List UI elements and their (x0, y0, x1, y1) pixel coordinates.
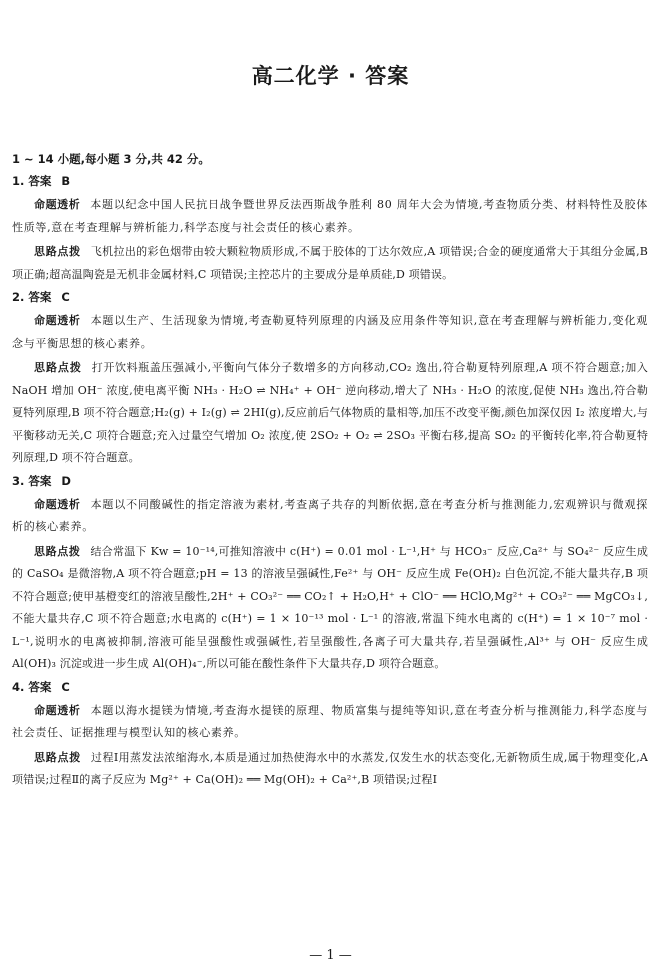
question-number: 3. 答案 (12, 473, 52, 488)
analysis-label: 命题透析 (34, 497, 81, 511)
analysis-text: 本题以纪念中国人民抗日战争暨世界反法西斯战争胜利 80 周年大会为情境,考查物质分类、材料特性及胶体性质等,意在考查理解与辨析能力,科学态度与社会责任的核心素养。 (12, 198, 649, 234)
hint-text: 结合常温下 Kw = 10⁻¹⁴,可推知溶液中 c(H⁺) = 0.01 mol · L⁻¹,H⁺ 与 HCO₃⁻ 反应,Ca²⁺ 与 SO₄²⁻ 反应生成的 CaSO₄ 是微溶物,A 项不符合题意;pH = 13 的溶液呈强碱性,Fe²⁺ 与 OH⁻ 反应生成 Fe(OH)₂ 白色沉淀,不能大量共存,B 项不符合题意;使甲基橙变红的溶液呈酸性,2H⁺ + CO₃²⁻ ══ CO₂↑ + H₂O,H⁺ + ClO⁻ ══ HClO,Mg²⁺ + CO₃²⁻ ══ MgCO₃↓,不能大量共存,C 项不符合题意;水电离的 c(H⁺) = 1 × 10⁻¹³ mol · L⁻¹ 的溶液,常温下纯水电离的 c(H⁺) = 1 × 10⁻⁷ mol · L⁻¹,说明水的电离被抑制,溶液可能呈强酸性或强碱性,若呈强酸性,各离子可大量共存,若呈强碱性,Al³⁺ 与 OH⁻ 反应生成 Al(OH)₃ 沉淀或进一步生成 Al(OH)₄⁻,所以可能在酸性条件下大量共存,D 项符合题意。 (12, 544, 648, 670)
hint-text: 过程Ⅰ用蒸发法浓缩海水,本质是通过加热使海水中的水蒸发,仅发生水的状态变化,无新物质生成,属于物理变化,A 项错误;过程Ⅱ的离子反应为 Mg²⁺ + Ca(OH)₂ ══ Mg(OH)₂ + Ca²⁺,B 项错误;过程Ⅰ (12, 750, 649, 786)
analysis-label: 命题透析 (34, 198, 81, 211)
hint-paragraph (12, 747, 648, 792)
question-answer: D (61, 473, 71, 488)
section-intro: 1 ~ 14 小题,每小题 3 分,共 42 分。 (12, 152, 210, 166)
analysis-paragraph (12, 310, 648, 355)
hint-paragraph (12, 241, 648, 286)
question-header (12, 678, 648, 696)
analysis-label: 命题透析 (34, 314, 81, 327)
question-number: 1. 答案 (12, 174, 52, 188)
hint-text: 飞机拉出的彩色烟带由较大颗粒物质形成,不属于胶体的丁达尔效应,A 项错误;合金的硬度通常大于其组分金属,B 项正确;超高温陶瓷是无机非金属材料,C 项错误;主控芯片的主要成分是单质硅,D 项错误。 (12, 245, 648, 281)
question-header (12, 288, 648, 306)
analysis-text: 本题以生产、生活现象为情境,考查勒夏特列原理的内涵及应用条件等知识,意在考查理解与辨析能力,变化观念与平衡思想的核心素养。 (12, 314, 648, 350)
hint-label: 思路点拨 (34, 245, 81, 258)
analysis-paragraph (12, 494, 648, 539)
analysis-paragraph (12, 700, 648, 745)
analysis-paragraph (12, 194, 648, 239)
question-header (12, 472, 648, 490)
question-header (12, 172, 648, 190)
analysis-text: 本题以海水提镁为情境,考查海水提镁的原理、物质富集与提纯等知识,意在考查分析与推测能力,科学态度与社会责任、证据推理与模型认知的核心素养。 (12, 703, 648, 739)
question-answer: C (61, 290, 70, 304)
page-title: 高二化学 · 答案 (251, 64, 410, 88)
hint-label: 思路点拨 (34, 544, 81, 558)
question-answer: C (61, 679, 70, 694)
question-number: 4. 答案 (12, 679, 52, 694)
question-4 (12, 678, 648, 792)
question-1 (12, 172, 648, 286)
hint-text: 打开饮料瓶盖压强减小,平衡向气体分子数增多的方向移动,CO₂ 逸出,符合勒夏特列原理,A 项不符合题意;加入 NaOH 增加 OH⁻ 浓度,使电离平衡 NH₃ · H₂O ⇌ NH₄⁺ + OH⁻ 逆向移动,增大了 NH₃ · H₂O 的浓度,促使 NH₃ 逸出,符合勒夏特列原理,B 项不符合题意;H₂(g) + I₂(g) ⇌ 2HI(g),反应前后气体物质的量相等,加压不改变平衡,颜色加深仅因 I₂ 浓度增大,与平衡移动无关,C 项符合题意;充入过量空气增加 O₂ 浓度,使 2SO₂ + O₂ ⇌ 2SO₃ 平衡右移,提高 SO₂ 的平衡转化率,符合勒夏特列原理,D 项不符合题意。 (12, 361, 648, 464)
hint-paragraph (12, 541, 648, 676)
question-3 (12, 472, 648, 676)
hint-paragraph (12, 357, 648, 470)
analysis-text: 本题以不同酸碱性的指定溶液为素材,考查离子共存的判断依据,意在考查分析与推测能力,宏观辨识与微观探析的核心素养。 (12, 497, 648, 533)
answer-content (12, 150, 648, 794)
hint-label: 思路点拨 (34, 750, 82, 764)
question-answer: B (61, 174, 71, 188)
analysis-label: 命题透析 (34, 703, 81, 717)
hint-label: 思路点拨 (34, 361, 82, 374)
page-number: — 1 — (309, 948, 352, 963)
question-2 (12, 288, 648, 470)
question-number: 2. 答案 (12, 290, 52, 304)
